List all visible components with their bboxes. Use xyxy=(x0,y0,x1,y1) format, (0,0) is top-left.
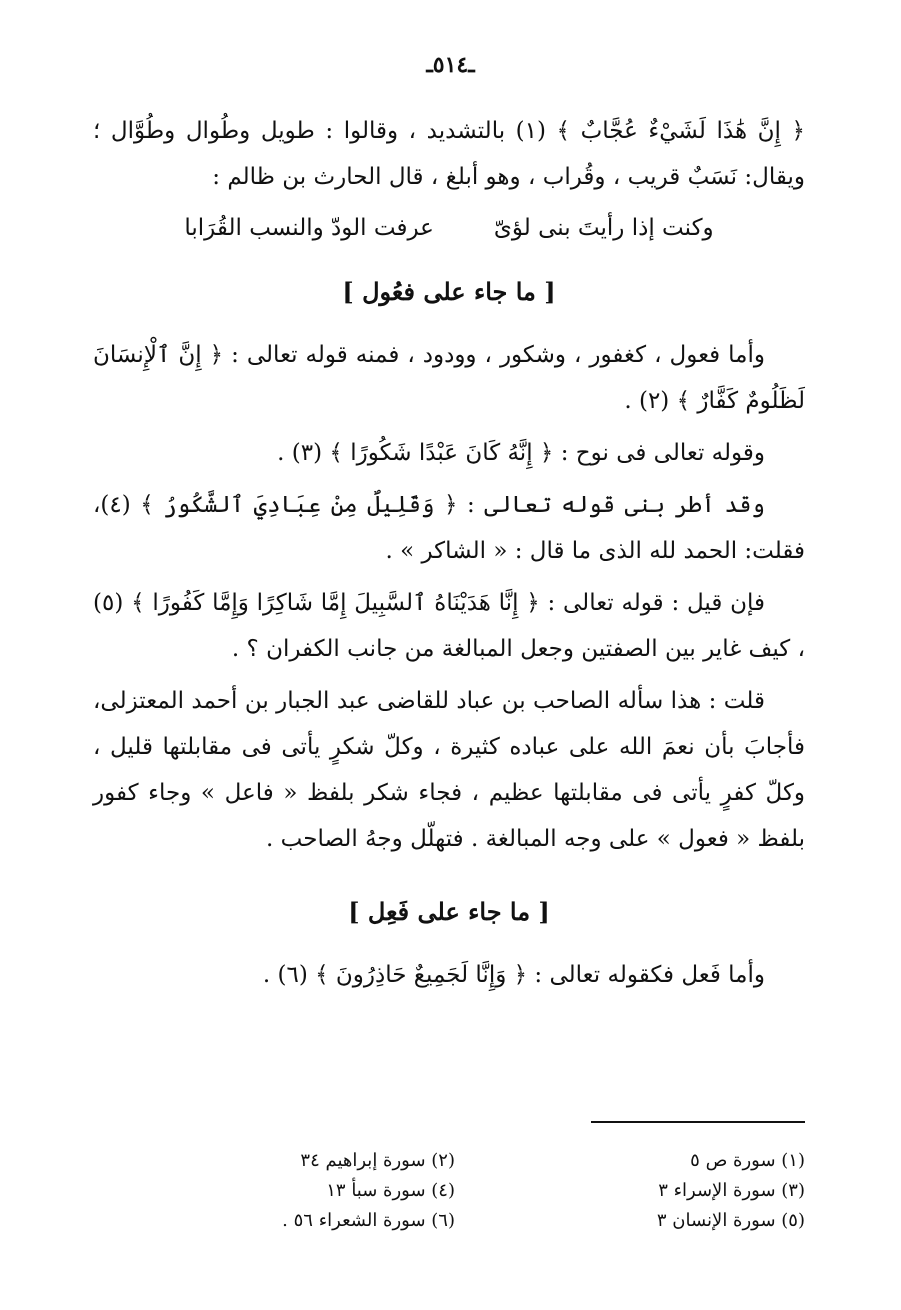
footnotes-right-column xyxy=(455,1146,805,1236)
paragraph-question: فإن قيل : قوله تعالى : ﴿ إِنَّا هَدَيْنَاهُ ٱلسَّبِيلَ إِمَّا شَاكِرًا وَإِمَّا كَفُورًا ﴾ (٥) ، كيف غاير بين الصفتين وجعل المبالغة من جانب الكفران ؟ . xyxy=(93,590,805,662)
footnote-item: (٣) سورة الإسراء ٣ xyxy=(658,1180,805,1201)
paragraph-fauul-intro: وأما فعول ، كغفور ، وشكور ، وودود ، فمنه قوله تعالى : ﴿ إِنَّ ٱلْإِنسَانَ لَظَلُومٌ كَفَّارٌ ﴾ (٢) . xyxy=(93,342,805,414)
footnote-item: (٢) سورة إبراهيم ٣٤ xyxy=(300,1150,455,1171)
footnote-item: (٤) سورة سبأ ١٣ xyxy=(326,1180,455,1201)
paragraph-fail-example: وأما فَعل فكقوله تعالى : ﴿ وَإِنَّا لَجَمِيعٌ حَاذِرُونَ ﴾ (٦) . xyxy=(262,962,765,988)
verse-left-hemistich: عرفت الودّ والنسب القُرَابا xyxy=(184,215,434,241)
verse-right-hemistich: وكنت إذا رأيتَ بنى لؤىّ xyxy=(493,215,714,241)
paragraph-shakur-verse: وقد أطر بنى قوله تعالى : ﴿ وَقَلِيلٌ مِنْ عِبَادِيَ ٱلشَّكُورُ ﴾ (٤)، فقلت: الحمد لله الذى ما قال : « الشاكر » . xyxy=(93,492,805,564)
footnotes-left-column xyxy=(105,1146,455,1236)
section-heading-fail: [ ما جاء على فَعِل ] xyxy=(348,897,550,926)
footnote-divider xyxy=(591,1121,805,1123)
footnote-item: (١) سورة ص ٥ xyxy=(690,1150,805,1171)
paragraph-answer: قلت : هذا سأله الصاحب بن عباد للقاضى عبد الجبار بن أحمد المعتزلى، فأجابَ بأن نعمَ الله على عباده كثيرة ، وكلّ شكرٍ يأتى فى مقابلتها قليل ، وكلّ كفرٍ يأتى فى مقابلتها عظيم ، فجاء شكر بلفظ « فاعل » وجاء كفور بلفظ « فعول » على وجه المبالغة . فتهلّل وجهُ الصاحب . xyxy=(93,688,805,852)
paragraph-nuh-verse: وقوله تعالى فى نوح : ﴿ إِنَّهُ كَانَ عَبْدًا شَكُورًا ﴾ (٣) . xyxy=(277,440,765,466)
page-number: ـ٥١٤ـ xyxy=(426,52,475,78)
section-heading-fauul: [ ما جاء على فعُول ] xyxy=(342,277,556,306)
poetry-verse xyxy=(93,206,805,250)
footnotes xyxy=(93,1146,805,1236)
main-text xyxy=(93,108,805,1004)
paragraph-opening: ﴿ إِنَّ هَٰذَا لَشَيْءٌ عُجَّابٌ ﴾ (١) بالتشديد ، وقالوا : طويل وطُوال وطُوَّال ؛ ويقال: نَسَبٌ قريب ، وقُراب ، وهو أبلغ ، قال الحارث بن ظالم : xyxy=(93,118,805,190)
footnote-item: (٥) سورة الإنسان ٣ xyxy=(656,1210,805,1231)
footnote-item: (٦) سورة الشعراء ٥٦ . xyxy=(282,1210,455,1231)
